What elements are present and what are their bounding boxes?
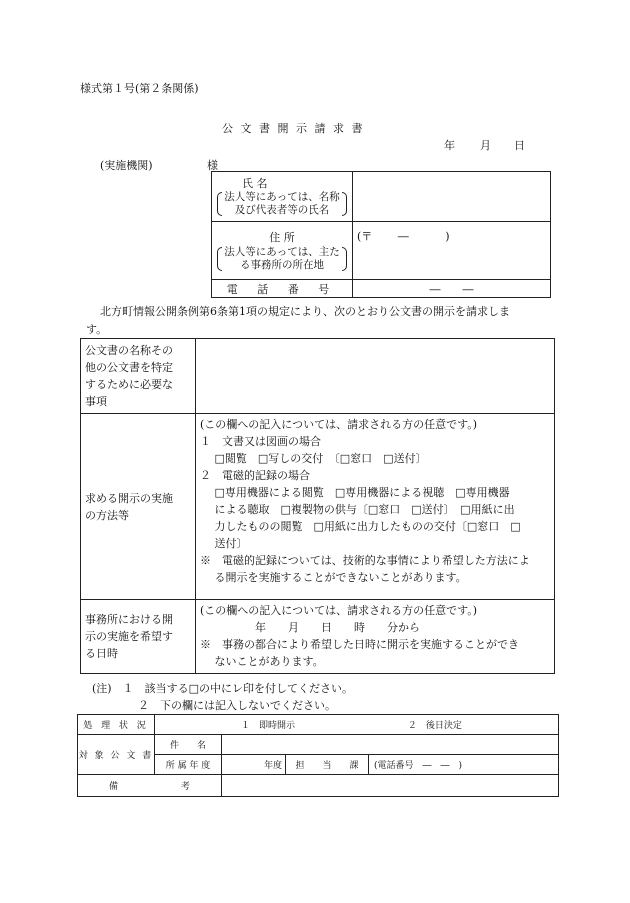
method-line: ２ 電磁的記録の場合 — [200, 469, 310, 482]
method-line: □専用機器による閲覧 □専用機器による視聴 □専用機器 — [200, 486, 510, 499]
date-year: 年 — [444, 139, 455, 152]
intro-line-2: す。 — [86, 323, 108, 336]
request-table — [80, 338, 555, 674]
address-note: 法人等にあっては、主た る事務所の所在地 — [216, 246, 347, 272]
method-line: (この欄への記入については、請求される方の任意です。) — [200, 418, 477, 431]
target-label: 対 象 公 文 書 — [78, 735, 155, 775]
doc-field[interactable] — [196, 339, 555, 414]
year-label: 所 属 年 度 — [155, 755, 222, 775]
honorific: 様 — [207, 159, 218, 172]
staff-label: 担 当 課 — [286, 755, 369, 775]
status-immediate: １ 即時開示 — [241, 721, 296, 731]
phone-label: 電 話 番 号 — [212, 280, 353, 298]
hope-label: 事務所における開 示の実施を希望す る日時 — [81, 600, 196, 674]
page-title: 公 文 書 開 示 請 求 書 — [222, 122, 365, 135]
status-options — [155, 715, 559, 735]
method-line: る開示を実施することができないことがあります。 — [200, 571, 467, 584]
method-label: 求める開示の実施 の方法等 — [81, 414, 196, 600]
hope-field[interactable] — [196, 600, 555, 674]
note-line-2: ２ 下の欄には記入しないでください。 — [138, 699, 336, 712]
form-number: 様式第１号(第２条関係) — [80, 82, 199, 95]
address-label: 住 所 — [269, 230, 295, 244]
applicant-table — [211, 171, 551, 298]
status-label: 処 理 状 況 — [78, 715, 155, 735]
agency-label: (実施機関) — [100, 159, 153, 172]
hope-line: (この欄への記入については、請求される方の任意です。) — [200, 604, 477, 617]
method-line: □閲覧 □写しの交付 〔□窓口 □送付〕 — [200, 452, 427, 465]
address-label-cell — [212, 222, 353, 280]
hope-line: 年 月 日 時 分から — [200, 621, 420, 634]
year-unit: 年度 — [222, 755, 286, 775]
phone-field[interactable]: ― ― — [353, 280, 551, 298]
intro-line-1: 北方町情報公開条例第6条第1項の規定により、次のとおり公文書の開示を請求しま — [100, 305, 510, 318]
hope-line: ないことがあります。 — [200, 655, 324, 668]
method-line: ※ 電磁的記録については、技術的な事情により希望した方法によ — [200, 554, 530, 567]
office-use-table — [77, 714, 559, 797]
remarks-label: 備 考 — [78, 775, 222, 797]
name-label-cell — [212, 172, 353, 222]
address-field[interactable]: (〒 ― ) — [353, 222, 551, 280]
method-line: による聴取 □複製物の供与〔□窓口 □送付〕 □用紙に出 — [200, 503, 515, 516]
method-options[interactable] — [196, 414, 555, 600]
name-label: 氏 名 — [242, 176, 268, 190]
remarks-field — [222, 775, 559, 797]
note-line-1: (注) １ 該当する□の中にレ印を付してください。 — [92, 682, 353, 695]
date-day: 日 — [514, 139, 525, 152]
date-month: 月 — [480, 139, 491, 152]
name-field[interactable] — [353, 172, 551, 222]
staff-phone: (電話番号 ― ― ) — [369, 755, 559, 775]
hope-line: ※ 事務の都合により希望した日時に開示を実施することができ — [200, 638, 519, 651]
name-note: 法人等にあっては、名称 及び代表者等の氏名 — [216, 191, 347, 217]
status-later: ２ 後日決定 — [407, 721, 462, 731]
subject-field — [222, 735, 559, 755]
method-line: 送付〕 — [200, 537, 248, 550]
subject-label: 件 名 — [155, 735, 222, 755]
doc-label: 公文書の名称その 他の公文書を特定 するために必要な 事項 — [81, 339, 196, 414]
method-line: 力したものの閲覧 □用紙に出力したものの交付〔□窓口 □ — [200, 520, 521, 533]
method-line: １ 文書又は図画の場合 — [200, 435, 321, 448]
